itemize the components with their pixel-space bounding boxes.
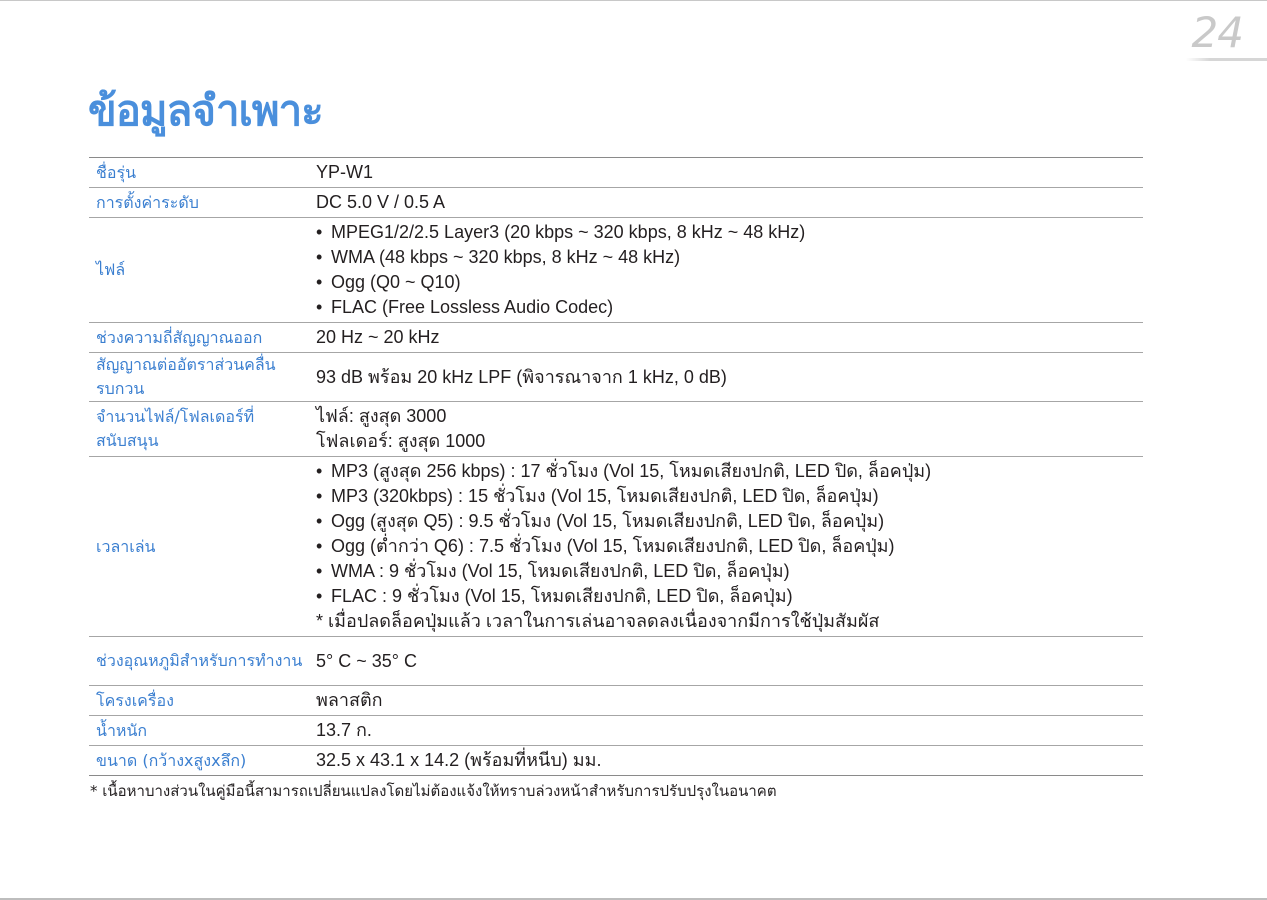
spec-value: พลาสติก: [308, 686, 1143, 716]
spec-value: [308, 457, 1143, 637]
page-title: ข้อมูลจำเพาะ: [88, 86, 323, 135]
spec-label: สัญญาณต่ออัตราส่วนคลื่นรบกวน: [89, 353, 308, 402]
page-number-underline: [1186, 58, 1267, 61]
spec-label: ขนาด (กว้างxสูงxลึก): [89, 746, 308, 776]
spec-value: 13.7 ก.: [308, 716, 1143, 746]
play-time-note: * เมื่อปลดล็อคปุ่มแล้ว เวลาในการเล่นอาจลดลงเนื่องจากมีการใช้ปุ่มสัมผัส: [316, 611, 880, 631]
spec-value: 32.5 x 43.1 x 14.2 (พร้อมที่หนีบ) มม.: [308, 746, 1143, 776]
spec-label: การตั้งค่าระดับ: [89, 188, 308, 218]
list-item: • MP3 (320kbps) : 15 ชั่วโมง (Vol 15, โหมดเสียงปกติ, LED ปิด, ล็อคปุ่ม): [316, 484, 1143, 509]
top-border-rule: [0, 0, 1267, 1]
spec-row-files: [89, 218, 1143, 323]
spec-value: YP-W1: [316, 162, 374, 182]
list-item: • Ogg (Q0 ~ Q10): [316, 270, 1143, 295]
spec-label: ช่วงอุณหภูมิสำหรับการทำงาน: [89, 637, 308, 686]
spec-label: น้ำหนัก: [89, 716, 308, 746]
spec-row-rating: [89, 188, 1143, 218]
list-item: • FLAC (Free Lossless Audio Codec): [316, 295, 1143, 320]
spec-value: [308, 402, 1143, 457]
spec-row-model: [89, 158, 1143, 188]
spec-row-operating-temp: [89, 637, 1143, 686]
spec-value: 20 Hz ~ 20 kHz: [308, 323, 1143, 353]
spec-label: ชื่อรุ่น: [96, 162, 136, 182]
list-item: • WMA (48 kbps ~ 320 kbps, 8 kHz ~ 48 kHz): [316, 245, 1143, 270]
spec-row-play-time: [89, 457, 1143, 637]
spec-row-weight: [89, 716, 1143, 746]
spec-row-supported-files: [89, 402, 1143, 457]
play-time-list: [316, 459, 1143, 609]
list-item: • Ogg (สูงสุด Q5) : 9.5 ชั่วโมง (Vol 15, โหมดเสียงปกติ, LED ปิด, ล็อคปุ่ม): [316, 509, 1143, 534]
spec-row-casing: [89, 686, 1143, 716]
spec-label: ช่วงความถี่สัญญาณออก: [89, 323, 308, 353]
list-item: • WMA : 9 ชั่วโมง (Vol 15, โหมดเสียงปกติ, LED ปิด, ล็อคปุ่ม): [316, 559, 1143, 584]
supported-files-line: ไฟล์: สูงสุด 3000: [316, 406, 447, 426]
file-format-list: [316, 220, 1143, 320]
list-item: • MP3 (สูงสุด 256 kbps) : 17 ชั่วโมง (Vol 15, โหมดเสียงปกติ, LED ปิด, ล็อคปุ่ม): [316, 459, 1143, 484]
spec-value: 93 dB พร้อม 20 kHz LPF (พิจารณาจาก 1 kHz, 0 dB): [308, 353, 1143, 402]
specifications-table: [89, 157, 1143, 776]
spec-value: [308, 218, 1143, 323]
spec-label: จำนวนไฟล์/โฟลเดอร์ที่สนับสนุน: [89, 402, 308, 457]
page-number: 24: [1191, 8, 1243, 57]
list-item: • MPEG1/2/2.5 Layer3 (20 kbps ~ 320 kbps, 8 kHz ~ 48 kHz): [316, 220, 1143, 245]
supported-folders-line: โฟลเดอร์: สูงสุด 1000: [316, 431, 486, 451]
spec-label: เวลาเล่น: [89, 457, 308, 637]
spec-row-frequency-response: [89, 323, 1143, 353]
spec-row-dimensions: [89, 746, 1143, 776]
spec-value: DC 5.0 V / 0.5 A: [308, 188, 1143, 218]
list-item: • FLAC : 9 ชั่วโมง (Vol 15, โหมดเสียงปกติ, LED ปิด, ล็อคปุ่ม): [316, 584, 1143, 609]
spec-label: ไฟล์: [89, 218, 308, 323]
list-item: • Ogg (ต่ำกว่า Q6) : 7.5 ชั่วโมง (Vol 15, โหมดเสียงปกติ, LED ปิด, ล็อคปุ่ม): [316, 534, 1143, 559]
spec-row-snr: [89, 353, 1143, 402]
spec-label: โครงเครื่อง: [89, 686, 308, 716]
spec-value: 5° C ~ 35° C: [308, 637, 1143, 686]
footnote: * เนื้อหาบางส่วนในคู่มือนี้สามารถเปลี่ยนแปลงโดยไม่ต้องแจ้งให้ทราบล่วงหน้าสำหรับการปรับปรุงในอนาคต: [90, 782, 777, 800]
